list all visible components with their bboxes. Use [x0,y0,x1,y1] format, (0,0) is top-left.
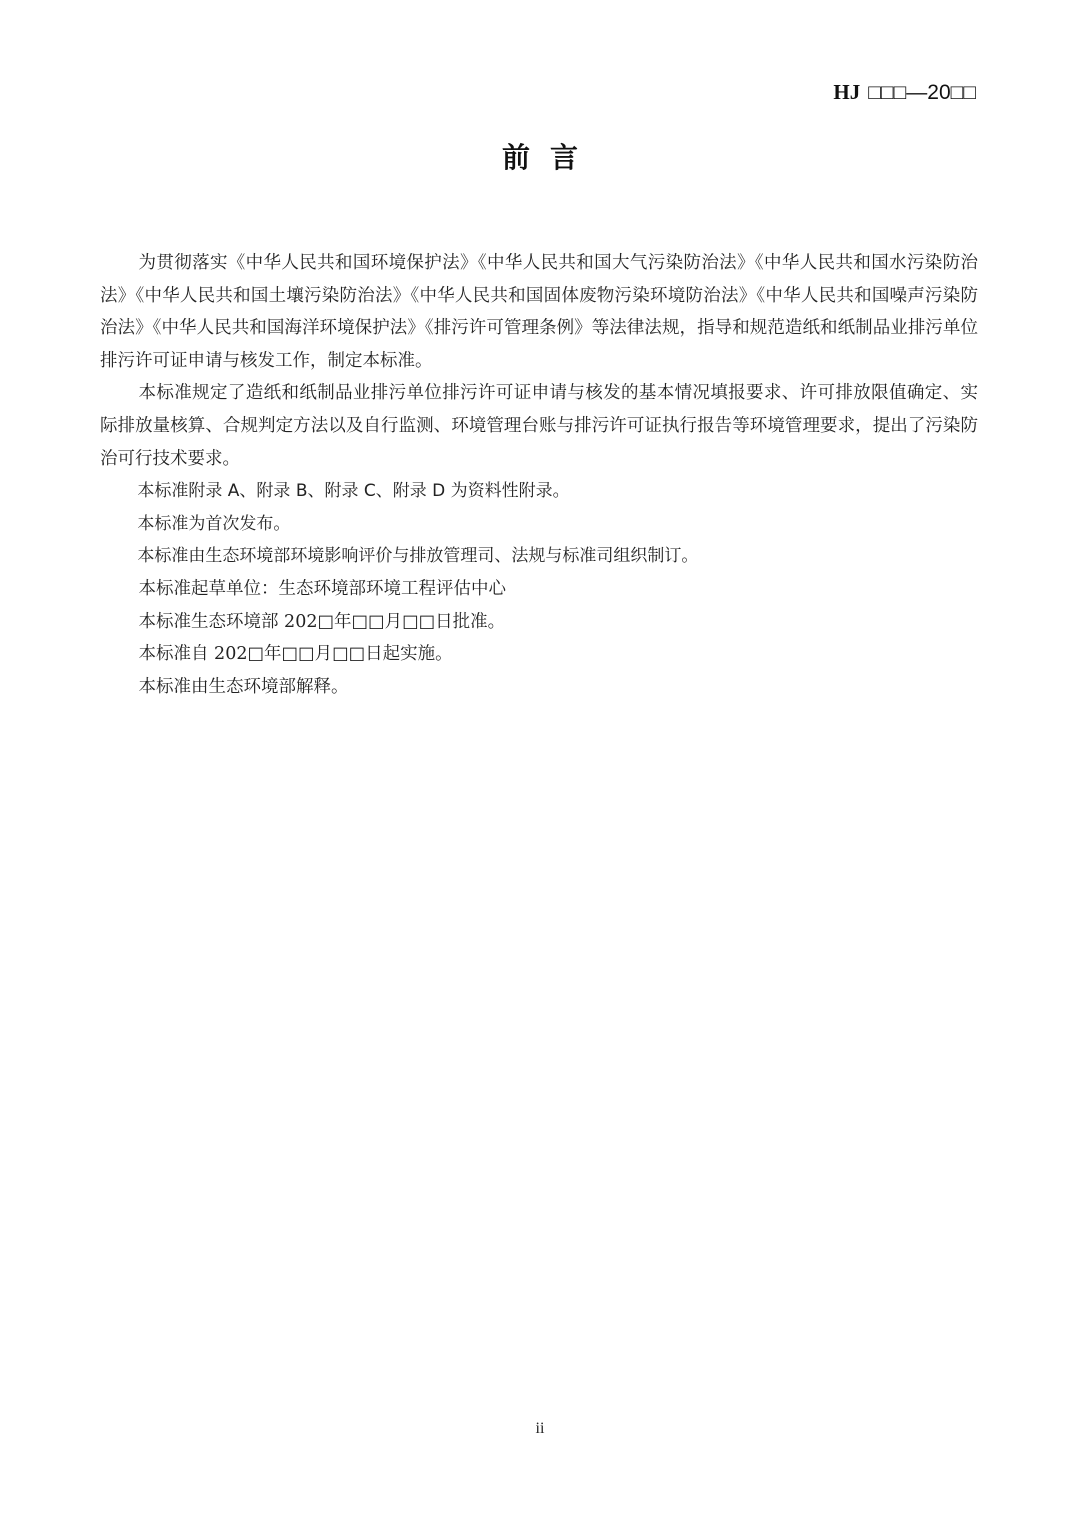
standard-prefix: HJ [833,80,861,104]
foreword-body [100,247,978,703]
paragraph-purpose: 为贯彻落实《中华人民共和国环境保护法》《中华人民共和国大气污染防治法》《中华人民共和国水污染防治法》《中华人民共和国土壤污染防治法》《中华人民共和国固体废物污染环境防治法》《中华人民共和国噪声污染防治法》《中华人民共和国海洋环境保护法》《排污许可管理条例》等法律法规，指导和规范造纸和纸制品业排污单位排污许可证申请与核发工作，制定本标准。 [100,253,978,371]
paragraph-interpretation: 本标准由生态环境部解释。 [138,676,349,697]
paragraph-appendices: 本标准附录 A、附录 B、附录 C、附录 D 为资料性附录。 [137,481,570,502]
paragraph-first-release: 本标准为首次发布。 [137,513,291,534]
standard-number [833,78,976,107]
paragraph-approval-date: 本标准生态环境部 202□年□□月□□日批准。 [138,611,506,632]
standard-code: □□□—20□□ [868,81,976,104]
page-title: 前言 [501,141,598,174]
page-number: ii [535,1420,545,1437]
paragraph-drafting-unit: 本标准起草单位：生态环境部环境工程评估中心 [138,578,506,599]
paragraph-organizer: 本标准由生态环境部环境影响评价与排放管理司、法规与标准司组织制订。 [137,546,699,567]
paragraph-scope: 本标准规定了造纸和纸制品业排污单位排污许可证申请与核发的基本情况填报要求、许可排放限值确定、实际排放量核算、合规判定方法以及自行监测、环境管理台账与排污许可证执行报告等环境管理要求，提出了污染防治可行技术要求。 [100,383,978,469]
paragraph-effective-date: 本标准自 202□年□□月□□日起实施。 [138,644,453,665]
